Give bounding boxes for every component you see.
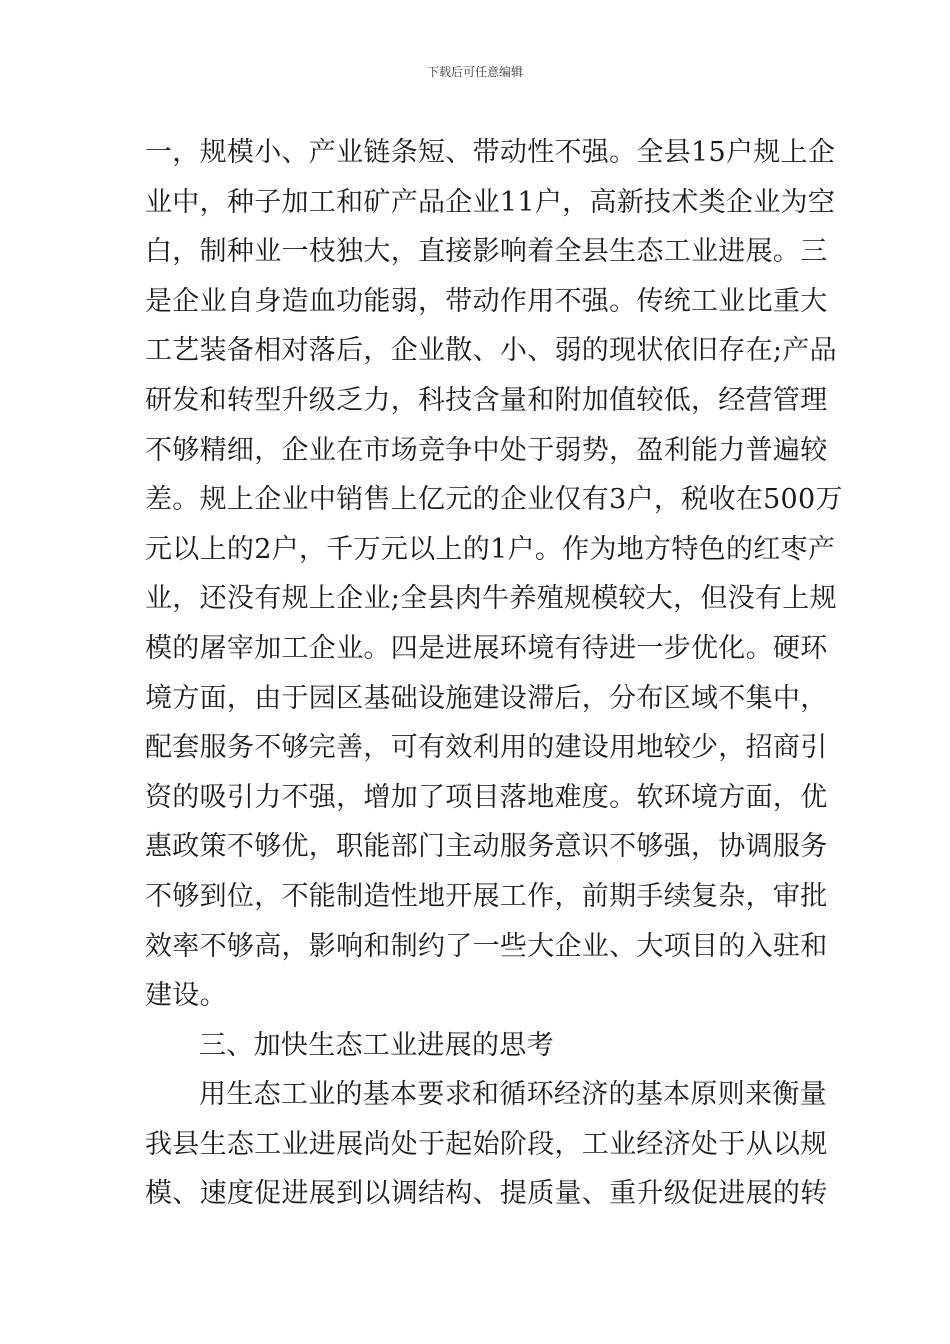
paragraph (145, 1070, 828, 1219)
text-line: 建设。 (145, 980, 227, 1012)
text-line: 我县生态工业进展尚处于起始阶段，工业经济处于从以规 (145, 1128, 828, 1160)
paragraph-continuation (145, 128, 843, 1021)
text-line: 工艺装备相对落后，企业散、小、弱的现状依旧存在;产品 (145, 335, 837, 367)
text-line: 业，还没有规上企业;全县肉牛养殖规模较大，但没有上规 (145, 583, 837, 615)
document-body (145, 128, 843, 1219)
text-line: 是企业自身造血功能弱，带动作用不强。传统工业比重大 (145, 285, 828, 317)
text-line: 不够到位，不能制造性地开展工作，前期手续复杂，审批 (145, 880, 828, 912)
section-heading-text: 三、加快生态工业进展的思考 (199, 1029, 554, 1061)
section-heading (145, 1021, 809, 1071)
text-line: 研发和转型升级乏力，科技含量和附加值较低，经营管理 (145, 384, 828, 416)
text-line: 模的屠宰加工企业。四是进展环境有待进一步优化。硬环 (145, 632, 828, 664)
text-line: 业中，种子加工和矿产品企业11户，高新技术类企业为空 (145, 186, 836, 218)
text-line: 资的吸引力不强，增加了项目落地难度。软环境方面，优 (145, 781, 828, 813)
page-header: 下载后可任意编辑 (426, 65, 523, 79)
text-line: 境方面，由于园区基础设施建设滞后，分布区域不集中， (145, 682, 828, 714)
text-line: 差。规上企业中销售上亿元的企业仅有3户，税收在500万 (145, 484, 843, 516)
text-line: 效率不够高，影响和制约了一些大企业、大项目的入驻和 (145, 930, 828, 962)
text-line: 不够精细，企业在市场竞争中处于弱势，盈利能力普遍较 (145, 434, 828, 466)
text-line: 配套服务不够完善，可有效利用的建设用地较少，招商引 (145, 732, 828, 764)
text-line: 白，制种业一枝独大，直接影响着全县生态工业进展。三 (145, 236, 828, 268)
text-line: 用生态工业的基本要求和循环经济的基本原则来衡量 (199, 1079, 827, 1111)
text-line: 模、速度促进展到以调结构、提质量、重升级促进展的转 (145, 1178, 828, 1210)
text-line: 惠政策不够优，职能部门主动服务意识不够强，协调服务 (145, 831, 828, 863)
text-line: 元以上的2户，千万元以上的1户。作为地方特色的红枣产 (145, 533, 836, 565)
text-line: 一，规模小、产业链条短、带动性不强。全县15户规上企 (145, 137, 836, 168)
